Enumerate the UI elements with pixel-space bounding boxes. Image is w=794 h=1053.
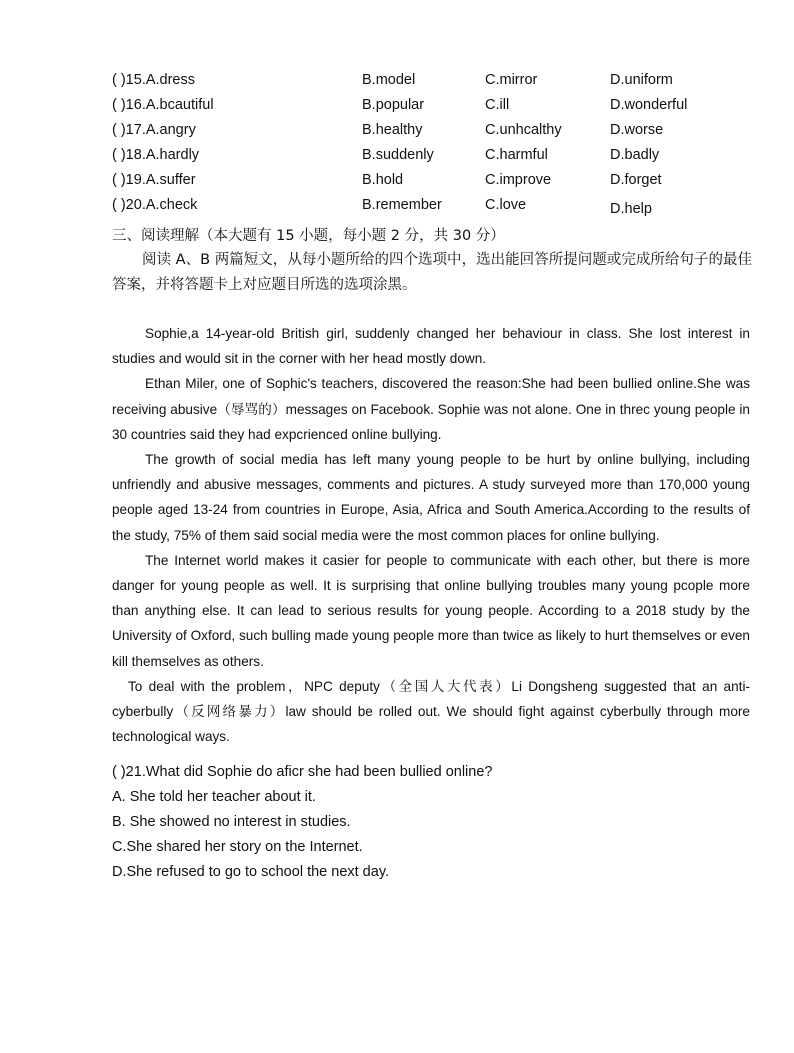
option-b: B.popular	[362, 97, 425, 113]
option-c: C.mirror	[485, 72, 538, 88]
cloze-row-16	[112, 97, 752, 117]
option-b: B.model	[362, 72, 416, 88]
option-d: D.help	[610, 201, 652, 217]
answer-option-a: A. She told her teacher about it.	[112, 789, 316, 805]
question-number-option-a: ( )20.A.check	[112, 197, 198, 213]
answer-option-d: D.She refused to go to school the next day.	[112, 864, 390, 880]
answer-option-c: C.She shared her story on the Internet.	[112, 839, 363, 855]
question-number-option-a: ( )19.A.suffer	[112, 172, 196, 188]
passage-paragraph: Sophie,a 14-year-old British girl, suddenly changed her behaviour in class. She lost interest in studies and would sit in the corner with her head mostly down.	[112, 326, 750, 367]
cloze-row-17	[112, 122, 752, 142]
option-c: C.unhcalthy	[485, 122, 562, 138]
reading-passage	[112, 321, 750, 749]
question-number-option-a: ( )16.A.bcautiful	[112, 97, 214, 113]
option-c: C.love	[485, 197, 527, 213]
option-b: B.hold	[362, 172, 404, 188]
option-d: D.uniform	[610, 72, 673, 88]
question-number-option-a: ( )15.A.dress	[112, 72, 195, 88]
option-c: C.ill	[485, 97, 510, 113]
question-21	[112, 760, 752, 885]
option-c: C.improve	[485, 172, 552, 188]
option-b: B.healthy	[362, 122, 423, 138]
section-instructions: 阅读 A、B 两篇短文，从每小题所给的四个选项中，选出能回答所提问题或完成所给句子的最佳答案，并将答题卡上对应题目所选的选项涂黑。	[112, 252, 752, 293]
answer-option-b: B. She showed no interest in studies.	[112, 814, 351, 830]
cloze-row-20	[112, 197, 752, 217]
option-b: B.remember	[362, 197, 442, 213]
section-heading: 三、阅读理解（本大题有 15 小题，每小题 2 分，共 30 分）	[112, 228, 505, 244]
passage-paragraph: The growth of social media has left many young people to be hurt by online bullying, including unfriendly and abusive messages, comments and pictures. A study surveyed more than 170,000 young people aged 13-24 from countries in Europe, Asia, Africa and South America.According to the results of the study, 75% of them said social media were the most common places for online bullying.	[112, 452, 750, 543]
option-d: D.badly	[610, 147, 660, 163]
option-d: D.forget	[610, 172, 662, 188]
question-number-option-a: ( )17.A.angry	[112, 122, 196, 138]
option-b: B.suddenly	[362, 147, 434, 163]
option-d: D.wonderful	[610, 97, 688, 113]
passage-paragraph: The Internet world makes it casier for people to communicate with each other, but there is more danger for young people as well. It is surprising that online bullying troubles many young pcople more than anything else. It can lead to serious results for young people. According to a 2018 study by the University of Oxford, such bulling made young people more than twice as likely to hurt themselves or even kill themselves as others.	[112, 552, 750, 669]
option-c: C.harmful	[485, 147, 548, 163]
cloze-row-19	[112, 172, 752, 192]
passage-paragraph: To deal with the problem，NPC deputy（全国人大代表）Li Dongsheng suggested that an anti-cyberbully（反网络暴力）law should be rolled out. We should fight against cyberbully through more technological ways.	[112, 678, 750, 745]
question-number-option-a: ( )18.A.hardly	[112, 147, 200, 163]
question-stem: ( )21.What did Sophie do aficr she had been bullied online?	[112, 764, 493, 780]
option-d: D.worse	[610, 122, 664, 138]
cloze-row-15	[112, 72, 752, 92]
passage-paragraph: Ethan Miler, one of Sophic's teachers, discovered the reason:She had been bullied online.She was receiving abusive（辱骂的）messages on Facebook. Sophie was not alone. One in threc young people in 30 countries said they had expcrienced online bullying.	[112, 376, 750, 442]
cloze-row-18	[112, 147, 752, 167]
